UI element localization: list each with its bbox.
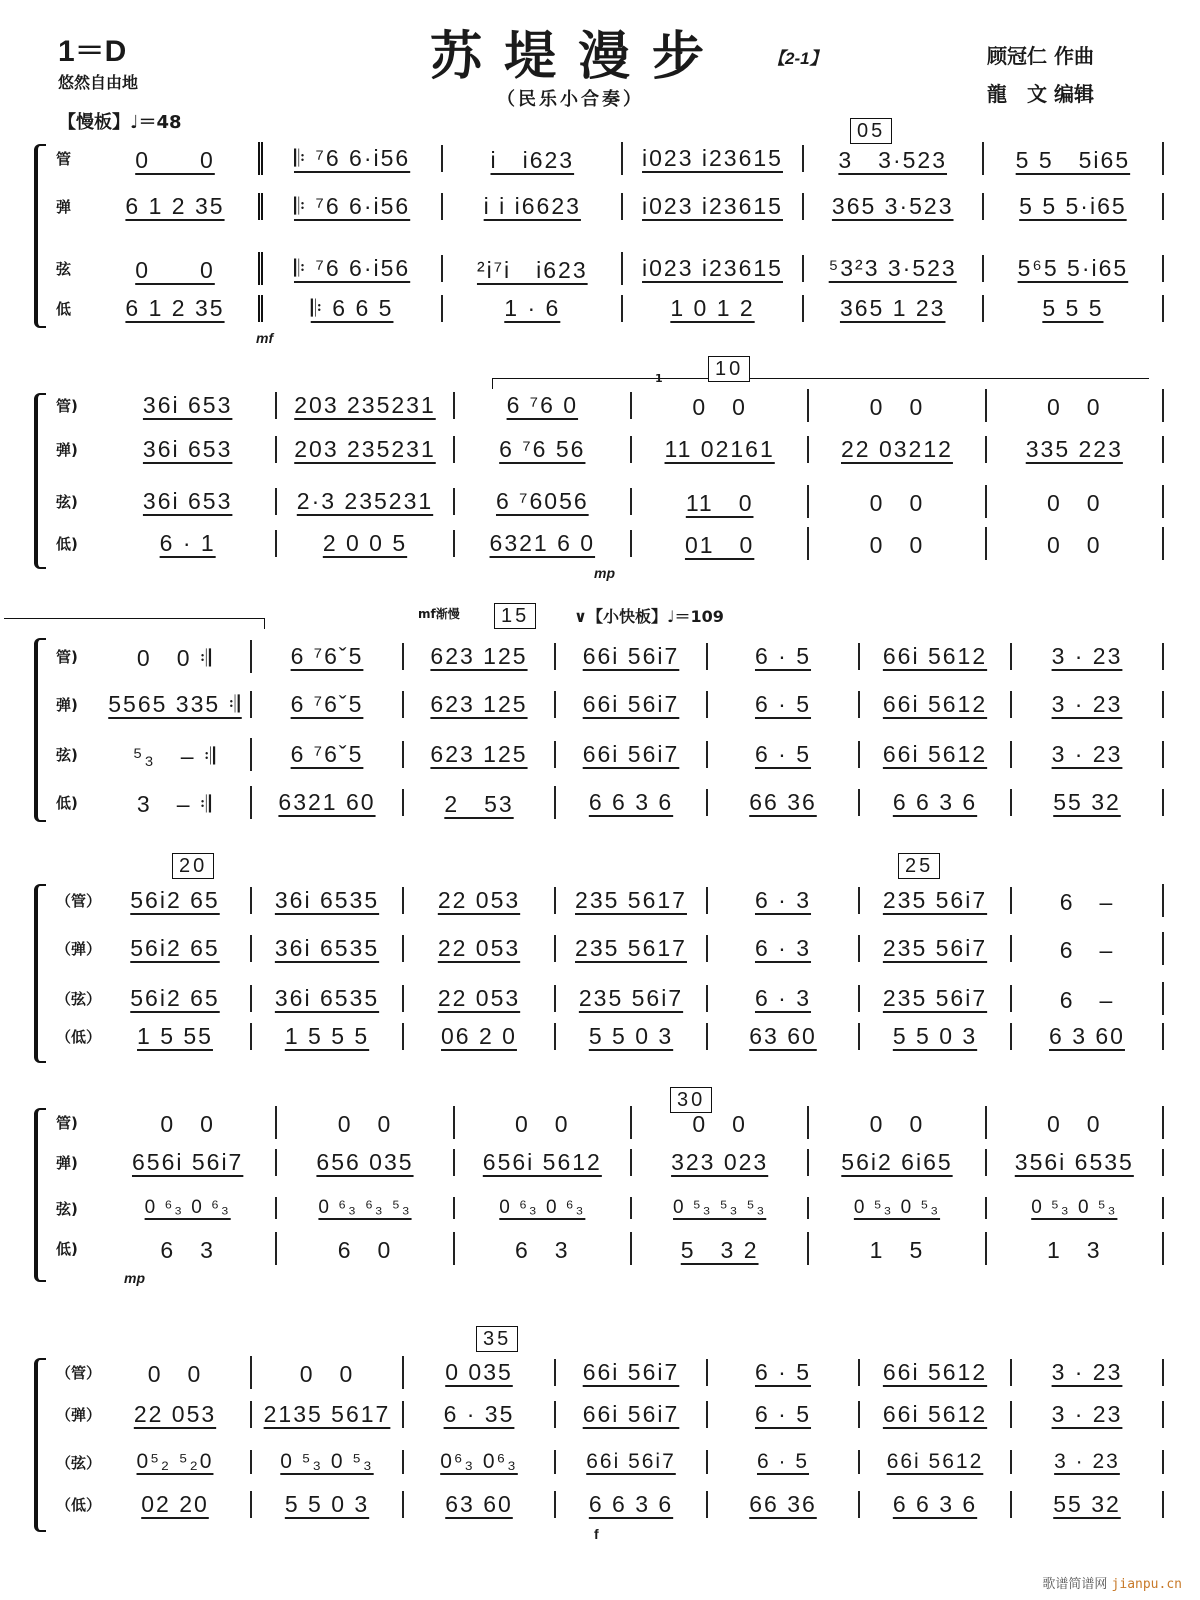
measure: 6 · 3 <box>708 887 860 914</box>
staff-row <box>56 1018 1164 1054</box>
measure: 0 0 <box>987 527 1164 560</box>
measure: 0 0 <box>809 527 986 560</box>
measure: 656 035 <box>277 1149 454 1176</box>
watermark-url: jianpu.cn <box>1111 1577 1182 1592</box>
measure: 0 0 <box>455 1106 632 1139</box>
instrument-label: 弦) <box>56 745 78 764</box>
part-indicator: 【2-1】 <box>768 49 827 68</box>
measure: 0 0 <box>632 1106 809 1139</box>
instrument-label: 低) <box>56 534 78 553</box>
measure: 36i 6535 <box>252 935 404 962</box>
measure: 𝄆 ⁷6 6·i56 <box>263 145 443 172</box>
staff-row <box>56 1104 1164 1140</box>
score-system-2 <box>34 385 1164 585</box>
measure: 6 3 <box>455 1232 632 1265</box>
instrument-label: （低） <box>56 1495 102 1514</box>
measure: 6 · 1 <box>100 530 277 557</box>
staff-row <box>56 1190 1164 1226</box>
measure: 5 5 0 3 <box>556 1023 708 1050</box>
measure: 0 0 <box>987 1106 1164 1139</box>
measure: 5565 335 𝄇 <box>100 691 252 718</box>
measure: 56i2 6i65 <box>809 1149 986 1176</box>
measure: 56i2 65 <box>100 935 252 962</box>
measure: 6 1 2 35 <box>100 295 263 322</box>
measure: 0 0 <box>987 389 1164 422</box>
instrument-label: 弦) <box>56 1199 78 1218</box>
measure: 0 ⁵₃ ⁵₃ ⁵₃ <box>632 1197 809 1219</box>
measure: 656i 5612 <box>455 1149 632 1176</box>
instrument-label: 管) <box>56 647 78 666</box>
measure: 66i 5612 <box>860 1450 1012 1474</box>
instrument-label: 管) <box>56 1113 78 1132</box>
measure: 5 5 5·i65 <box>984 193 1164 220</box>
measure: 5 5 0 3 <box>252 1491 404 1518</box>
measure: 203 235231 <box>277 436 454 463</box>
measure: 0 0 <box>100 1356 252 1389</box>
dynamic-marking: mp <box>124 1270 145 1286</box>
score-system-4 <box>34 880 1164 1070</box>
measure: 6 3 <box>100 1232 277 1265</box>
measure: 6 · 5 <box>708 691 860 718</box>
rehearsal-mark: 30 <box>670 1087 712 1113</box>
rehearsal-mark: 15 <box>494 603 536 629</box>
volta-bracket <box>4 618 265 629</box>
measure: 3 · 23 <box>1012 741 1164 768</box>
staff-row <box>56 1486 1164 1522</box>
editor-credit: 龍 文 编辑 <box>987 82 1094 106</box>
measure: 6 · 5 <box>708 643 860 670</box>
staff-row <box>56 250 1164 286</box>
tempo-annotation: mf渐慢 <box>418 607 460 621</box>
measure: 0 0 <box>809 389 986 422</box>
measure: 6321 60 <box>252 789 404 816</box>
dynamic-marking: mp <box>594 565 615 581</box>
measure: 66i 5612 <box>860 741 1012 768</box>
measure: 6 · 5 <box>708 1450 860 1474</box>
measure: 02 20 <box>100 1491 252 1518</box>
key-signature: 1＝D <box>58 35 127 68</box>
measure: 6 ⁷6056 <box>455 488 632 515</box>
staff-row <box>56 736 1164 772</box>
expression-marking: 悠然自由地 <box>58 73 139 92</box>
measure: 66i 56i7 <box>556 643 708 670</box>
measure: 56i2 65 <box>100 887 252 914</box>
measure: 6 6 3 6 <box>860 1491 1012 1518</box>
instrument-label: （弦） <box>56 1453 102 1472</box>
staff-row <box>56 784 1164 820</box>
rehearsal-mark: 05 <box>850 118 892 144</box>
measure: 36i 6535 <box>252 985 404 1012</box>
measure: 66i 56i7 <box>556 1450 708 1474</box>
measure: 𝄆 ⁷6 6·i56 <box>263 193 443 220</box>
measure: 235 56i7 <box>860 887 1012 914</box>
measure: 55 32 <box>1012 1491 1164 1518</box>
measure: 22 053 <box>404 985 556 1012</box>
measure: 3 – 𝄇 <box>100 786 252 819</box>
measure: 3 · 23 <box>1012 691 1164 718</box>
measure: 63 60 <box>404 1491 556 1518</box>
measure: 5 3 2 <box>632 1232 809 1265</box>
measure: 22 03212 <box>809 436 986 463</box>
measure: 235 56i7 <box>860 935 1012 962</box>
measure: i023 i23615 <box>623 145 803 172</box>
rehearsal-mark: 25 <box>898 853 940 879</box>
instrument-label: （管） <box>56 891 102 910</box>
measure: ⁵₃ – 𝄇 <box>100 738 252 771</box>
instrument-label: （弦） <box>56 989 102 1008</box>
measure: 3 · 23 <box>1012 1359 1164 1386</box>
staff-row <box>56 525 1164 561</box>
staff-row <box>56 1144 1164 1180</box>
measure: i i i6623 <box>443 193 623 220</box>
measure: ⁵3²3 3·523 <box>804 255 984 282</box>
staff-row <box>56 638 1164 674</box>
instrument-label: （管） <box>56 1363 102 1382</box>
staff-row <box>56 431 1164 467</box>
measure: 36i 6535 <box>252 887 404 914</box>
instrument-label: 管) <box>56 396 78 415</box>
measure: 235 5617 <box>556 935 708 962</box>
measure: 5 5 5i65 <box>984 142 1164 175</box>
instrument-label: 弦 <box>56 259 72 278</box>
composer-credit: 顾冠仁 作曲 <box>987 44 1094 68</box>
rehearsal-mark: 35 <box>476 1326 518 1352</box>
measure: 2 53 <box>404 786 556 819</box>
staff-bracket <box>34 1358 46 1532</box>
measure: i023 i23615 <box>623 193 803 220</box>
instrument-label: （弹） <box>56 939 102 958</box>
measure: 623 125 <box>404 741 556 768</box>
measure: 0 ⁵₃ 0 ⁵₃ <box>809 1197 986 1219</box>
measure: 2 0 0 5 <box>277 530 454 557</box>
measure: 1 0 1 2 <box>623 295 803 322</box>
measure: 335 223 <box>987 436 1164 463</box>
staff-bracket <box>34 884 46 1063</box>
instrument-label: 管 <box>56 149 72 168</box>
instrument-label: （弹） <box>56 1405 102 1424</box>
measure: 6 6 3 6 <box>860 789 1012 816</box>
measure: 6 ⁷6ˇ5 <box>252 741 404 768</box>
staff-row <box>56 930 1164 966</box>
score-system-6 <box>34 1352 1164 1542</box>
measure: 66 36 <box>708 1491 860 1518</box>
staff-bracket <box>34 393 46 569</box>
measure: 01 0 <box>632 527 809 560</box>
measure: 36i 653 <box>100 436 277 463</box>
measure: 6321 6 0 <box>455 530 632 557</box>
measure: 6 · 35 <box>404 1401 556 1428</box>
measure: 6 – <box>1012 982 1164 1015</box>
measure: 235 5617 <box>556 887 708 914</box>
measure: 0 0 <box>987 485 1164 518</box>
measure: 6 ⁷6 56 <box>455 436 632 463</box>
measure: 1 3 <box>987 1232 1164 1265</box>
watermark-site: 歌谱简谱网 <box>1042 1577 1108 1592</box>
tempo-marking-change: ∨【小快板】♩＝109 <box>574 607 724 626</box>
measure: 235 56i7 <box>860 985 1012 1012</box>
volta-number: 1 <box>655 372 663 385</box>
measure: i023 i23615 <box>623 255 803 282</box>
measure: 66i 56i7 <box>556 741 708 768</box>
instrument-label: 弹) <box>56 1153 78 1172</box>
rehearsal-mark: 10 <box>708 356 750 382</box>
measure: 6 · 3 <box>708 935 860 962</box>
staff-row <box>56 882 1164 918</box>
instrument-label: （低） <box>56 1027 102 1046</box>
measure: 6 6 3 6 <box>556 789 708 816</box>
measure: 66i 5612 <box>860 1401 1012 1428</box>
measure: 63 60 <box>708 1023 860 1050</box>
measure: 06 2 0 <box>404 1023 556 1050</box>
measure: 66i 56i7 <box>556 691 708 718</box>
measure: 656i 56i7 <box>100 1149 277 1176</box>
instrument-label: 弹) <box>56 695 78 714</box>
measure: 3 · 23 <box>1012 643 1164 670</box>
measure: 0 0 <box>809 1106 986 1139</box>
staff-row <box>56 188 1164 224</box>
measure: 6 1 2 35 <box>100 193 263 220</box>
measure: 36i 653 <box>100 392 277 419</box>
page-title: 苏堤漫步 <box>430 26 727 87</box>
measure: 356i 6535 <box>987 1149 1164 1176</box>
staff-row <box>56 140 1164 176</box>
measure: 6 ⁷6ˇ5 <box>252 643 404 670</box>
measure: 0⁵₂ ⁵₂0 <box>100 1450 252 1474</box>
measure: 1 5 55 <box>100 1023 252 1050</box>
measure: 2·3 235231 <box>277 488 454 515</box>
staff-bracket <box>34 144 46 328</box>
measure: 6 – <box>1012 884 1164 917</box>
measure: 365 3·523 <box>804 193 984 220</box>
score-system-1 <box>34 138 1164 346</box>
measure: 56i2 65 <box>100 985 252 1012</box>
staff-row <box>56 1444 1164 1480</box>
instrument-label: 低 <box>56 299 72 318</box>
measure: 6 3 60 <box>1012 1023 1164 1050</box>
measure: 6 · 5 <box>708 1359 860 1386</box>
measure: 0⁶₃ 0⁶₃ <box>404 1450 556 1474</box>
measure: 1 5 5 5 <box>252 1023 404 1050</box>
measure: 3 · 23 <box>1012 1401 1164 1428</box>
measure: 0 0 <box>100 252 263 285</box>
staff-row <box>56 980 1164 1016</box>
measure: 0 0 <box>632 389 809 422</box>
measure: 1 5 <box>809 1232 986 1265</box>
measure: 22 053 <box>404 887 556 914</box>
instrument-label: 弹 <box>56 197 72 216</box>
measure: 0 ⁶₃ 0 ⁶₃ <box>100 1197 277 1219</box>
measure: 0 0 <box>809 485 986 518</box>
staff-bracket <box>34 638 46 822</box>
measure: 6 · 5 <box>708 741 860 768</box>
subtitle: （民乐小合奏） <box>497 89 644 110</box>
measure: 3 3·523 <box>804 142 984 175</box>
dynamic-marking: mf <box>256 330 274 346</box>
measure: 6 – <box>1012 932 1164 965</box>
instrument-label: 低) <box>56 793 78 812</box>
measure: i i623 <box>443 142 623 175</box>
measure: 5 5 5 <box>984 295 1164 322</box>
measure: 66i 56i7 <box>556 1359 708 1386</box>
staff-row <box>56 1230 1164 1266</box>
staff-row <box>56 387 1164 423</box>
staff-row <box>56 686 1164 722</box>
measure: 22 053 <box>404 935 556 962</box>
measure: 6 ⁷6 0 <box>455 392 632 419</box>
measure: 0 0 <box>100 142 263 175</box>
measure: 0 ⁶₃ 0 ⁶₃ <box>455 1197 632 1219</box>
measure: 36i 653 <box>100 488 277 515</box>
staff-row <box>56 1354 1164 1390</box>
measure: 6 · 3 <box>708 985 860 1012</box>
measure: 66i 5612 <box>860 1359 1012 1386</box>
measure: 203 235231 <box>277 392 454 419</box>
measure: 𝄆 ⁷6 6·i56 <box>263 255 443 282</box>
measure: 66i 5612 <box>860 643 1012 670</box>
measure: 6 ⁷6ˇ5 <box>252 691 404 718</box>
measure: 0 035 <box>404 1359 556 1386</box>
measure: 3 · 23 <box>1012 1450 1164 1474</box>
measure: 11 02161 <box>632 436 809 463</box>
measure: 6 0 <box>277 1232 454 1265</box>
measure: 323 023 <box>632 1149 809 1176</box>
instrument-label: 低) <box>56 1239 78 1258</box>
dynamic-marking: f <box>594 1526 599 1542</box>
measure: 𝄆 6 6 5 <box>263 295 443 322</box>
measure: 1 · 6 <box>443 295 623 322</box>
measure: 5⁶5 5·i65 <box>984 255 1164 282</box>
measure: 0 ⁶₃ ⁶₃ ⁵₃ <box>277 1197 454 1219</box>
staff-row <box>56 483 1164 519</box>
staff-row <box>56 1396 1164 1432</box>
measure: 623 125 <box>404 643 556 670</box>
measure: 0 0 <box>252 1356 404 1389</box>
measure: ²i⁷i i623 <box>443 252 623 285</box>
measure: 2135 5617 <box>252 1401 404 1428</box>
measure: 66i 5612 <box>860 691 1012 718</box>
measure: 6 6 3 6 <box>556 1491 708 1518</box>
measure: 623 125 <box>404 691 556 718</box>
tempo-marking-initial: 【慢板】♩＝48 <box>58 112 182 133</box>
staff-bracket <box>34 1108 46 1282</box>
measure: 0 0 𝄇 <box>100 640 252 673</box>
instrument-label: 弦) <box>56 492 78 511</box>
measure: 66i 56i7 <box>556 1401 708 1428</box>
measure: 22 053 <box>100 1401 252 1428</box>
measure: 0 0 <box>277 1106 454 1139</box>
measure: 235 56i7 <box>556 985 708 1012</box>
measure: 0 0 <box>100 1106 277 1139</box>
measure: 365 1 23 <box>804 295 984 322</box>
score-system-5 <box>34 1102 1164 1292</box>
measure: 0 ⁵₃ 0 ⁵₃ <box>987 1197 1164 1219</box>
measure: 5 5 0 3 <box>860 1023 1012 1050</box>
measure: 6 · 5 <box>708 1401 860 1428</box>
measure: 0 ⁵₃ 0 ⁵₃ <box>252 1450 404 1474</box>
instrument-label: 弹) <box>56 440 78 459</box>
rehearsal-mark: 20 <box>172 853 214 879</box>
score-system-3 <box>34 630 1164 830</box>
measure: 55 32 <box>1012 789 1164 816</box>
staff-row <box>56 290 1164 326</box>
measure: 66 36 <box>708 789 860 816</box>
measure: 11 0 <box>632 485 809 518</box>
watermark <box>1042 1573 1182 1592</box>
